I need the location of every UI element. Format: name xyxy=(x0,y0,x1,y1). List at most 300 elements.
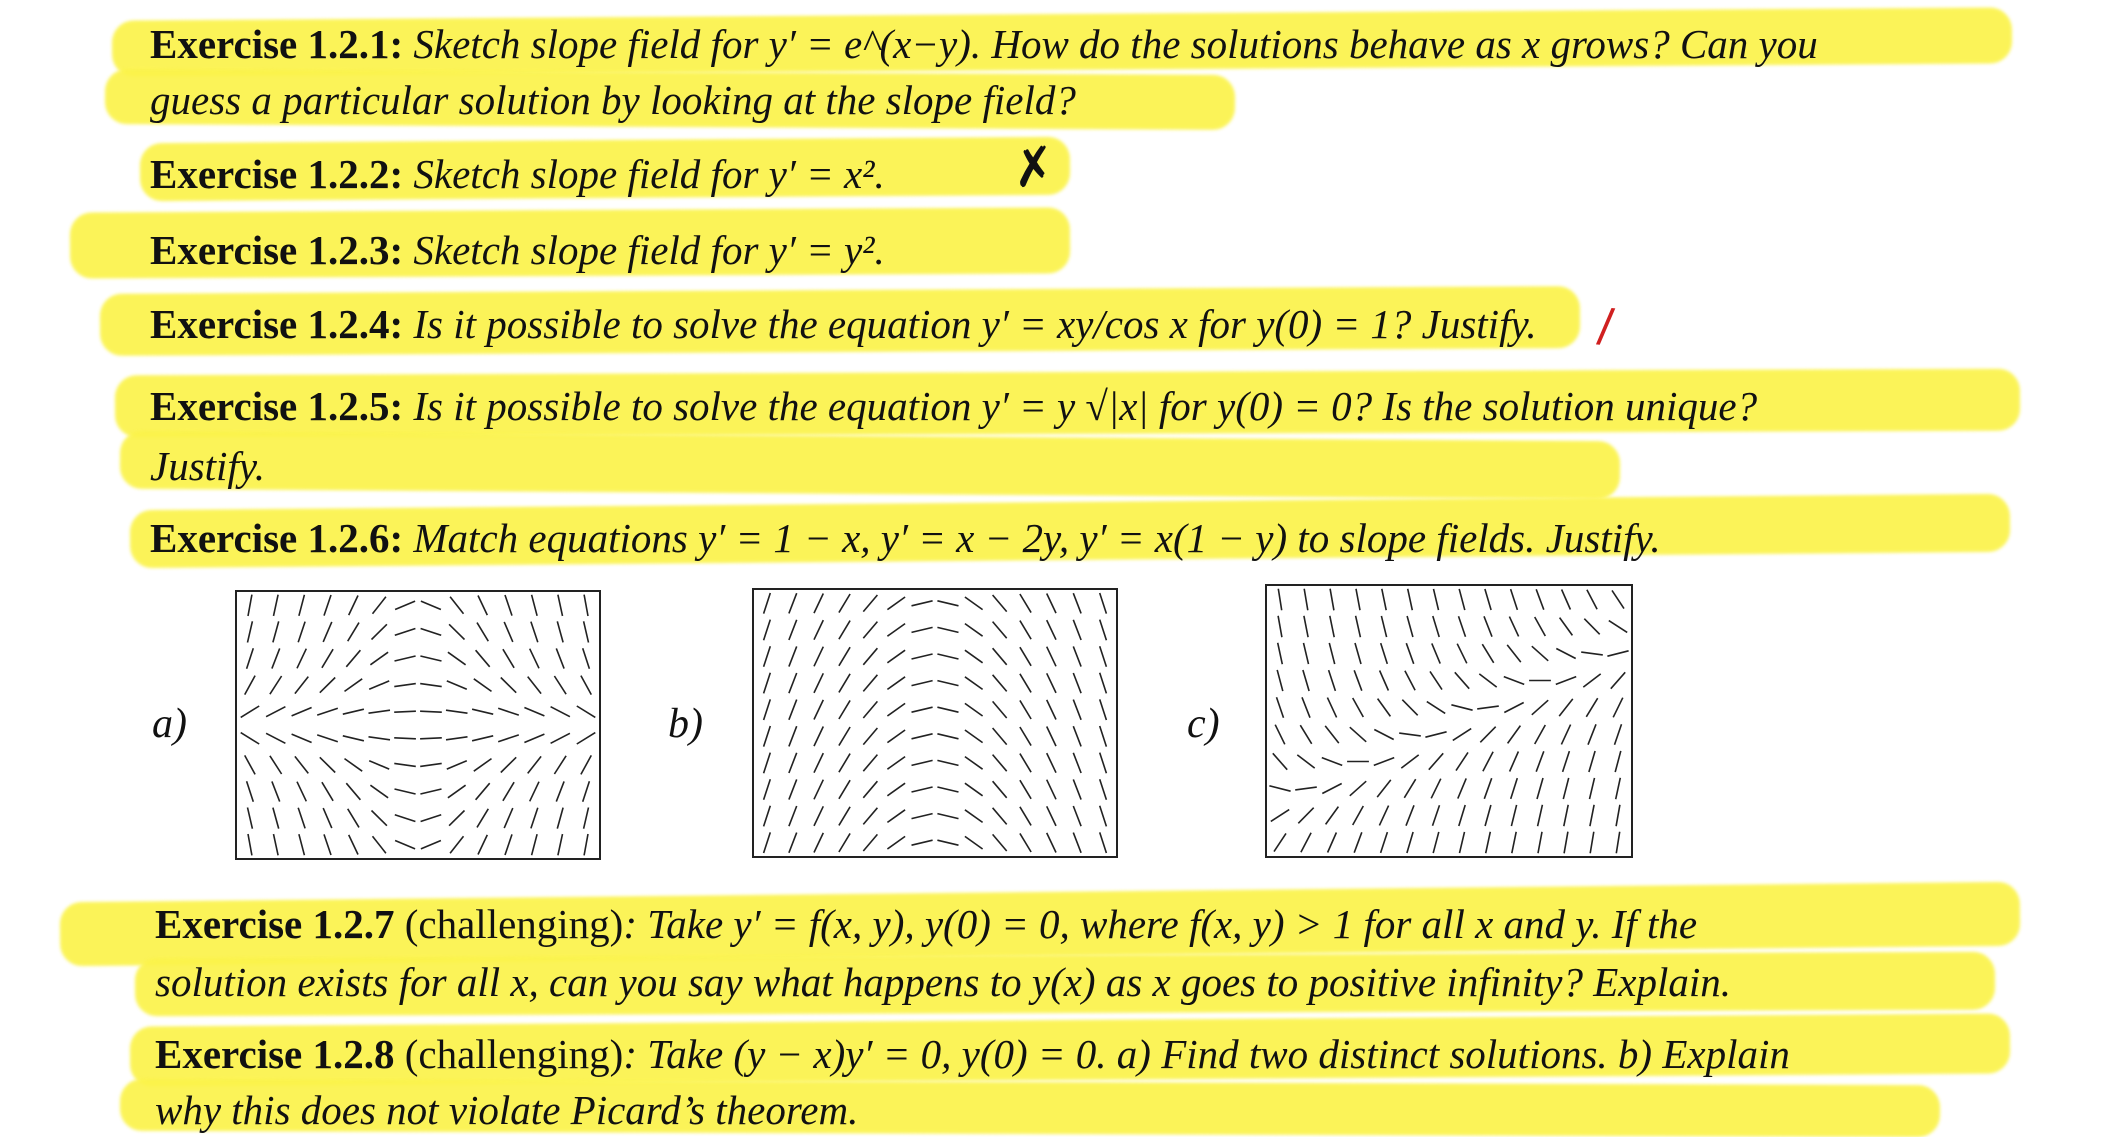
slope-segment xyxy=(343,736,364,741)
slope-segment xyxy=(1459,589,1465,610)
slope-segment xyxy=(863,808,877,825)
slope-segment xyxy=(912,601,933,606)
slope-segment xyxy=(887,677,905,690)
slope-segment xyxy=(993,595,1007,612)
slope-segment xyxy=(887,836,905,849)
slope-segment xyxy=(557,808,563,829)
slope-segment xyxy=(887,810,905,823)
slope-segment xyxy=(345,679,363,692)
slope-segment xyxy=(501,678,516,693)
slope-segment xyxy=(477,809,488,828)
slope-segment xyxy=(245,755,255,774)
slope-segment xyxy=(1434,589,1439,610)
slope-segment xyxy=(1532,646,1548,661)
slope-segment xyxy=(298,808,305,829)
slope-segment xyxy=(764,753,771,774)
slope-segment xyxy=(323,622,332,642)
slope-segment xyxy=(503,649,514,668)
panel-label-b: b) xyxy=(668,701,703,747)
slope-segment xyxy=(789,779,797,799)
slope-segment xyxy=(937,840,958,845)
slope-segment xyxy=(501,757,516,772)
slope-segment xyxy=(887,730,905,743)
slope-segment xyxy=(1381,643,1388,664)
slope-segment xyxy=(993,834,1007,851)
slope-segment xyxy=(297,782,306,802)
slope-segment xyxy=(297,649,306,669)
slope-segment xyxy=(421,601,441,609)
slope-segment xyxy=(498,708,519,715)
slope-segment xyxy=(373,836,386,853)
slope-segment xyxy=(1537,778,1543,799)
slope-segment xyxy=(789,833,797,853)
slope-segment xyxy=(1616,805,1620,826)
slope-segment xyxy=(346,783,360,800)
slope-segment xyxy=(1485,589,1491,610)
slope-segment xyxy=(1277,670,1283,691)
exercise-1-2-8-line-2 xyxy=(155,1087,859,1133)
slope-segment xyxy=(863,595,877,612)
slope-segment xyxy=(814,806,823,826)
slope-segment xyxy=(993,622,1007,639)
exercise-1-2-7-line-1 xyxy=(155,901,1698,947)
slope-segment xyxy=(266,733,285,743)
slope-segment xyxy=(446,737,468,740)
exercise-text: Take y′ = f(x, y), y(0) = 0, where f(x, y) > 1 for all x and y. If the xyxy=(647,901,1698,947)
slope-segment xyxy=(1020,780,1031,799)
slope-segment xyxy=(1073,673,1081,693)
slope-segment xyxy=(1561,725,1570,745)
slope-segment xyxy=(530,782,539,802)
slope-segment xyxy=(420,684,442,687)
slope-segment xyxy=(887,624,905,637)
slope-segment xyxy=(937,760,958,765)
slope-segment xyxy=(863,728,877,745)
slope-segment xyxy=(446,710,468,713)
slope-segment xyxy=(1100,620,1107,641)
slope-segment xyxy=(248,834,252,855)
exercise-text: solution exists for all x, can you say what happens to y(x) as x goes to positive infinity? Explain. xyxy=(155,959,1731,1005)
slope-segment xyxy=(420,738,442,739)
slope-segment xyxy=(449,624,464,639)
slope-segment xyxy=(965,836,983,849)
slope-segment xyxy=(584,621,589,642)
slope-segment xyxy=(1615,751,1621,772)
slope-segment xyxy=(530,649,539,669)
exercise-text: Take (y − x)y′ = 0, y(0) = 0. a) Find two distinct solutions. b) Explain xyxy=(647,1031,1790,1077)
slope-segment xyxy=(764,593,771,614)
slope-segment xyxy=(764,699,771,720)
slope-segment xyxy=(1047,647,1056,667)
slope-segment xyxy=(1073,753,1081,773)
panel-label-a: a) xyxy=(152,701,187,747)
exercise-1-2-3 xyxy=(150,227,885,273)
slope-segment xyxy=(887,650,905,663)
exercise-text: guess a particular solution by looking at the slope field? xyxy=(150,77,1076,123)
slope-segment xyxy=(298,622,305,643)
slope-segment xyxy=(528,756,541,773)
slope-segment xyxy=(551,733,570,743)
slope-segment xyxy=(420,763,442,766)
slope-segment xyxy=(395,841,415,849)
slope-segment xyxy=(1100,726,1107,747)
slope-segment xyxy=(447,681,467,689)
slope-segment xyxy=(524,734,544,742)
slope-segment xyxy=(372,624,387,639)
slope-segment xyxy=(503,782,514,801)
exercise-label: Exercise 1.2.1: xyxy=(150,21,404,67)
slope-segment xyxy=(370,785,388,798)
slope-segment xyxy=(1278,643,1283,664)
slope-segment xyxy=(558,834,563,855)
slope-segment xyxy=(1047,727,1056,747)
slope-segment xyxy=(395,629,416,636)
slope-segment xyxy=(1484,616,1492,636)
slope-segment xyxy=(1456,752,1468,770)
slope-segment xyxy=(349,596,358,616)
highlight-e5b xyxy=(120,431,1620,499)
slope-segment xyxy=(1455,672,1469,688)
slope-segment xyxy=(395,789,416,794)
exercise-label: Exercise 1.2.6: xyxy=(150,515,404,561)
slope-segment xyxy=(1073,646,1081,666)
slope-segment xyxy=(299,834,305,855)
slope-segment xyxy=(1504,703,1523,713)
slope-segment xyxy=(584,834,588,855)
slope-segment xyxy=(349,835,358,855)
slope-segment xyxy=(1295,787,1317,790)
slope-segment xyxy=(270,676,282,694)
slope-segment xyxy=(1100,673,1107,694)
slope-segment xyxy=(1381,616,1386,637)
slope-segment xyxy=(577,733,596,744)
slope-segment xyxy=(814,647,823,667)
slope-segment xyxy=(372,811,387,826)
slope-segment xyxy=(1073,726,1081,746)
slope-segment xyxy=(839,754,850,773)
slope-segment xyxy=(1511,589,1518,610)
slope-segment xyxy=(531,622,538,643)
slope-segment xyxy=(937,814,958,819)
slope-segment xyxy=(1020,833,1031,852)
slope-segment xyxy=(317,708,338,715)
slope-segment xyxy=(295,677,308,694)
slope-segment xyxy=(839,780,850,799)
slope-segment xyxy=(1460,832,1465,853)
exercise-text: why this does not violate Picard’s theorem. xyxy=(155,1087,859,1133)
slope-segment xyxy=(322,782,333,801)
slope-segment xyxy=(420,656,441,661)
slope-segment xyxy=(993,808,1007,825)
slope-segment xyxy=(248,595,252,616)
slope-segment xyxy=(1304,643,1309,664)
slope-segment xyxy=(1590,778,1595,799)
slope-segment xyxy=(577,706,596,717)
slope-segment xyxy=(1278,589,1281,611)
exercise-1-2-7-line-2 xyxy=(155,959,1731,1005)
slope-segment xyxy=(1329,670,1336,691)
slope-segment xyxy=(912,627,933,632)
slope-segment xyxy=(764,779,771,800)
slope-segment xyxy=(814,620,823,640)
slope-segment xyxy=(1047,700,1056,720)
slope-segment xyxy=(1350,727,1366,742)
slope-segment xyxy=(1584,619,1599,635)
slope-segment xyxy=(369,681,389,689)
slope-segment xyxy=(965,783,983,796)
slope-segment xyxy=(1020,700,1031,719)
slope-segment xyxy=(532,595,538,616)
slope-segment xyxy=(1073,593,1081,613)
slope-segment xyxy=(322,649,333,668)
slope-segment xyxy=(292,708,312,716)
slope-segment xyxy=(1277,697,1284,718)
slope-segment xyxy=(1100,593,1107,614)
slope-segment xyxy=(965,624,983,637)
slope-segment xyxy=(789,726,797,746)
slope-segment xyxy=(1047,620,1056,640)
slope-segment xyxy=(1425,732,1446,737)
slope-segment xyxy=(1459,805,1465,826)
slope-segment xyxy=(1353,698,1364,717)
exercise-1-2-6 xyxy=(150,515,1661,561)
slope-segment xyxy=(912,707,933,712)
slope-segment xyxy=(320,757,335,772)
slope-segment xyxy=(789,753,797,773)
check-mark-e4: / xyxy=(1595,297,1617,353)
slope-segment xyxy=(839,807,850,826)
slope-segment xyxy=(584,808,589,829)
exercise-1-2-1-line-1 xyxy=(150,21,1818,67)
slope-segment xyxy=(1356,616,1361,637)
slope-segment xyxy=(1588,724,1596,744)
slope-segment xyxy=(478,596,487,616)
slope-segment xyxy=(1477,706,1499,709)
exercise-label: Exercise 1.2.8 xyxy=(155,1031,395,1077)
slope-segment xyxy=(1100,779,1107,800)
slope-segment xyxy=(1586,698,1597,717)
slope-segment xyxy=(1405,671,1415,690)
slope-segment xyxy=(912,734,933,739)
slope-segment xyxy=(1562,590,1571,610)
exercise-text: Is it possible to solve the equation y′ = xy/cos x for y(0) = 1? Justify. xyxy=(413,301,1537,347)
slope-segment xyxy=(584,595,588,616)
slope-segment xyxy=(1615,724,1622,745)
slope-segment xyxy=(1047,673,1056,693)
slope-segment xyxy=(937,627,958,632)
slope-segment xyxy=(1486,832,1491,853)
slope-segment xyxy=(1329,643,1334,664)
slope-segment xyxy=(1535,725,1546,744)
slope-segment xyxy=(1536,751,1544,771)
slope-segment xyxy=(1379,806,1388,826)
slope-segment xyxy=(421,815,442,822)
slope-segment xyxy=(1100,753,1107,774)
slope-segment xyxy=(993,648,1007,665)
slope-segment xyxy=(583,781,590,802)
slope-segment xyxy=(477,623,488,642)
slope-segment xyxy=(1302,697,1310,717)
slope-segment xyxy=(343,709,364,714)
slope-segment xyxy=(863,834,877,851)
slope-segment xyxy=(839,594,850,613)
slope-segment xyxy=(1303,670,1309,691)
slope-segment xyxy=(394,738,416,739)
slope-segment xyxy=(532,834,538,855)
slope-segment xyxy=(448,652,466,665)
slope-segment xyxy=(1378,699,1391,717)
slope-segment xyxy=(1453,729,1471,741)
slope-segment xyxy=(394,763,416,766)
slope-segment xyxy=(295,756,308,773)
slope-segment xyxy=(504,808,513,828)
slope-segment xyxy=(346,650,360,667)
slope-segment xyxy=(937,707,958,712)
slope-segment xyxy=(1560,618,1573,636)
slope-segment xyxy=(450,836,463,853)
slope-segment xyxy=(993,701,1007,718)
exercise-text: Is it possible to solve the equation y′ = y √|x| for y(0) = 0? Is the solution unique? xyxy=(413,383,1758,429)
slope-field-c xyxy=(1267,586,1631,856)
slope-segment xyxy=(789,620,797,640)
slope-segment xyxy=(1590,832,1594,854)
slope-segment xyxy=(421,841,441,849)
slope-segment xyxy=(863,755,877,772)
slope-segment xyxy=(245,676,255,695)
slope-segment xyxy=(1330,616,1334,637)
slope-segment xyxy=(421,629,442,636)
slope-segment xyxy=(524,708,544,716)
slope-segment xyxy=(1304,589,1308,611)
slope-segment xyxy=(504,622,513,642)
slope-segment xyxy=(1100,646,1107,667)
exercise-text: Sketch slope field for y′ = e^(x−y). How do the solutions behave as x grows? Can you xyxy=(413,21,1818,67)
slope-segment xyxy=(993,675,1007,692)
slope-segment xyxy=(993,755,1007,772)
slope-segment xyxy=(789,646,797,666)
slope-segment xyxy=(1354,832,1362,852)
slope-segment xyxy=(1047,833,1056,853)
slope-segment xyxy=(274,595,279,616)
slope-segment xyxy=(993,781,1007,798)
slope-segment xyxy=(965,703,983,716)
slope-segment xyxy=(1564,805,1568,826)
slope-segment xyxy=(1459,616,1466,637)
slope-segment xyxy=(1581,652,1603,655)
slope-segment xyxy=(789,806,797,826)
slope-segment xyxy=(965,730,983,743)
exercise-label: Exercise 1.2.3: xyxy=(150,227,404,273)
slope-segment xyxy=(789,673,797,693)
slope-segment xyxy=(863,701,877,718)
slope-segment xyxy=(965,650,983,663)
slope-segment xyxy=(450,597,463,614)
slope-segment xyxy=(1616,778,1621,799)
slope-segment xyxy=(937,654,958,659)
exercise-text: Match equations y′ = 1 − x, y′ = x − 2y, y′ = x(1 − y) to slope fields. Justify. xyxy=(413,515,1661,561)
check-mark-e2: ✗ xyxy=(1008,135,1060,201)
exercise-difficulty: (challenging) xyxy=(394,901,624,947)
slope-segment xyxy=(1274,833,1286,851)
slope-segment xyxy=(1564,832,1568,854)
slope-segment xyxy=(273,808,279,829)
slope-segment xyxy=(394,684,416,687)
slope-segment xyxy=(1508,726,1521,744)
slope-segment xyxy=(1328,833,1337,853)
exercise-colon: : xyxy=(623,1031,637,1077)
slope-segment xyxy=(449,811,464,826)
slope-segment xyxy=(274,834,279,855)
slope-segment xyxy=(1298,808,1313,824)
slope-segment xyxy=(965,757,983,770)
slope-segment xyxy=(1609,621,1627,633)
slope-segment xyxy=(299,595,305,616)
slope-segment xyxy=(863,675,877,692)
slope-segment xyxy=(369,761,389,769)
exercise-label: Exercise 1.2.2: xyxy=(150,151,404,197)
slope-segment xyxy=(1563,778,1568,799)
slope-segment xyxy=(1485,805,1491,826)
slope-segment xyxy=(1100,832,1107,853)
slope-segment xyxy=(395,815,416,822)
exercise-colon: : xyxy=(623,901,637,947)
slope-segment xyxy=(1479,674,1496,687)
slope-segment xyxy=(1380,671,1389,691)
slope-segment xyxy=(581,676,591,695)
slope-segment xyxy=(323,808,332,828)
slope-segment xyxy=(505,595,512,616)
slope-segment xyxy=(863,648,877,665)
slope-segment xyxy=(1330,589,1334,611)
slope-segment xyxy=(814,780,823,800)
slope-segment xyxy=(965,677,983,690)
slope-segment xyxy=(1433,616,1439,637)
slope-segment xyxy=(1326,807,1339,825)
slope-segment xyxy=(556,781,564,801)
slope-segment xyxy=(1559,699,1573,716)
exercise-label: Exercise 1.2.4: xyxy=(150,301,404,347)
slope-segment xyxy=(320,678,335,693)
slope-segment xyxy=(1382,589,1386,610)
slope-segment xyxy=(556,648,564,668)
slope-segment xyxy=(937,601,958,606)
slope-segment xyxy=(912,681,933,686)
slope-segment xyxy=(1073,620,1081,640)
slope-segment xyxy=(1073,700,1081,720)
slope-segment xyxy=(789,700,797,720)
slope-segment xyxy=(348,623,359,642)
slope-segment xyxy=(863,781,877,798)
slope-segment xyxy=(1275,725,1285,745)
slope-segment xyxy=(1271,810,1289,822)
slope-segment xyxy=(1020,674,1031,693)
slope-segment xyxy=(1451,705,1472,710)
slope-segment xyxy=(324,595,331,616)
slope-segment xyxy=(558,595,563,616)
slope-segment xyxy=(1406,643,1413,664)
exercise-difficulty: (challenging) xyxy=(394,1031,624,1077)
exercise-label: Exercise 1.2.7 xyxy=(155,901,395,947)
slope-segment xyxy=(912,654,933,659)
slope-segment xyxy=(1374,730,1393,740)
slope-segment xyxy=(1325,726,1339,743)
slope-segment xyxy=(369,710,391,713)
slope-segment xyxy=(1047,594,1056,614)
slope-segment xyxy=(937,734,958,739)
slope-segment xyxy=(1509,617,1518,637)
slope-segment xyxy=(1020,621,1031,640)
slope-segment xyxy=(1304,616,1308,637)
